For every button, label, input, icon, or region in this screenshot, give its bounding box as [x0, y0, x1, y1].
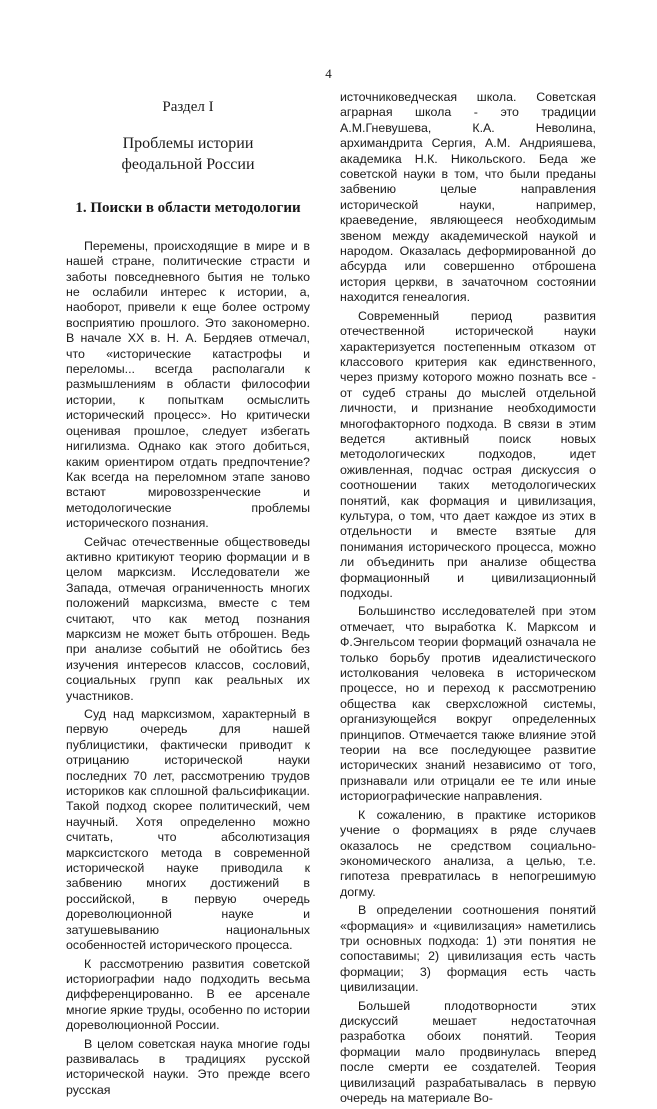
- paragraph: Современный период развития отечественной исторической науки характеризуется постепенным отказом от классового критерия как единственного, через призму которого можно познать все - от судеб страны до мыслей отдельной личности, и признание необходимости многофакторного подхода. В связи в этим ведется активный поиск новых методологических подходов, идет оживленная, подчас острая дискуссия о соотношении таких методологических понятий, как формация и цивилизация, культура, о том, что дает каждое из этих в отдельности и вместе взятые для понимания исторического процесса, можно ли объединить при анализе общества формационный и цивилизационный подходы.: [340, 308, 596, 600]
- right-column: [340, 90, 596, 1109]
- paragraph: К рассмотрению развития советской историографии надо подходить весьма дифференцированно. В ее арсенале многие яркие труды, особенно по истории дореволюционной России.: [66, 956, 310, 1033]
- paragraph: Большей плодотворности этих дискуссий мешает недостаточная разработка обоих понятий. Теория формации мало продвинулась вперед после смерти ее создателей. Теория цивилизаций разрабатывалась в первую очередь на материале Во-: [340, 998, 596, 1105]
- paragraph: Большинство исследователей при этом отмечает, что выработка К. Марксом и Ф.Энгельсом теории формаций означала не только борьбу против идеалистического истолкования человека в историческом процессе, но и переход к рассмотрению общества как сверхсложной системы, организующейся вокруг определенных принципов. Отмечается также влияние этой теории на все последующее развитие исторических знаний независимо от того, признавали или отрицали ее те или иные историографические направления.: [340, 604, 597, 804]
- paragraph: К сожалению, в практике историков учение о формациях в ряде случаев оказалось не средством социально-экономического анализа, а целью, т.е. гипотеза превратилась в непогрешимую догму.: [340, 807, 596, 899]
- part-title: [66, 133, 310, 175]
- part-title-line-1: Проблемы истории: [122, 135, 254, 153]
- paragraph: Перемены, происходящие в мире и в нашей стране, политические страсти и заботы повседневного бытия не только не ослабили интерес к истории, а, наоборот, привели к еще более острому восприятию прошлого. Это закономерно. В начале XX в. Н. А. Бердяев отмечал, что «исторические катастрофы и переломы... всегда располагали к размышлениям в области философии истории, к попыткам осмыслить исторический процесс». Но критически оценивая прошлое, следует избегать нигилизма. Однако как этого добиться, каким ориентиром отдать предпочтение? Как всегда на переломном этапе заново встают мировоззренческие и методологические проблемы исторического познания.: [66, 238, 310, 531]
- paragraph: В целом советская наука многие годы развивалась в традициях русской исторической науки. Это прежде всего русская: [66, 1036, 310, 1097]
- paragraph: В определении соотношения понятий «формация» и «цивилизация» наметились три основных подхода: 1) эти понятия не сопоставимы; 2) цивилизация есть часть формации; 3) формация есть часть цивилизации.: [340, 903, 596, 995]
- page-number: 4: [325, 66, 332, 81]
- part-title-line-2: феодальной России: [121, 156, 255, 174]
- left-column: [66, 90, 310, 1101]
- paragraph-continued: источниковедческая школа. Советская аграрная школа - это традиции А.М.Гневушева, К.А. Неволина, архимандрита Сергия, А.М. Андрияшева, академика Н.К. Никольского. Беда же советской науки в том, что были преданы забвению целые направления исторической науки, например, краеведение, являющееся необходимым звеном между академической наукой и народом. Оказалась деформированной до абсурда или совершенно отброшена история церкви, в зачаточном состоянии находится генеалогия.: [340, 90, 596, 305]
- section-label: Раздел I: [162, 99, 214, 115]
- paragraph: Суд над марксизмом, характерный в первую очередь для нашей публицистики, фактически приводит к отрицанию исторической науки последних 70 лет, рассмотрению трудов историков как сплошной фальсификации. Такой подход скорее политический, чем научный. Хотя определенно можно считать, что абсолютизация марксистского метода в современной исторической науке приводила к забвению многих достижений в российской, в первую очередь дореволюционной науке и затушевыванию национальных особенностей исторического процесса.: [66, 707, 310, 953]
- paragraph: Сейчас отечественные обществоведы активно критикуют теорию формации и в целом марксизм. Исследователи же Запада, отмечая ограниченность многих положений марксизма, вместе с тем считают, что как метод познания марксизм не может быть отброшен. Ведь при анализе событий не обойтись без изучения интересов классов, сословий, социальных групп как реальных их участников.: [66, 534, 310, 703]
- chapter-title: 1. Поиски в области методологии: [75, 200, 301, 217]
